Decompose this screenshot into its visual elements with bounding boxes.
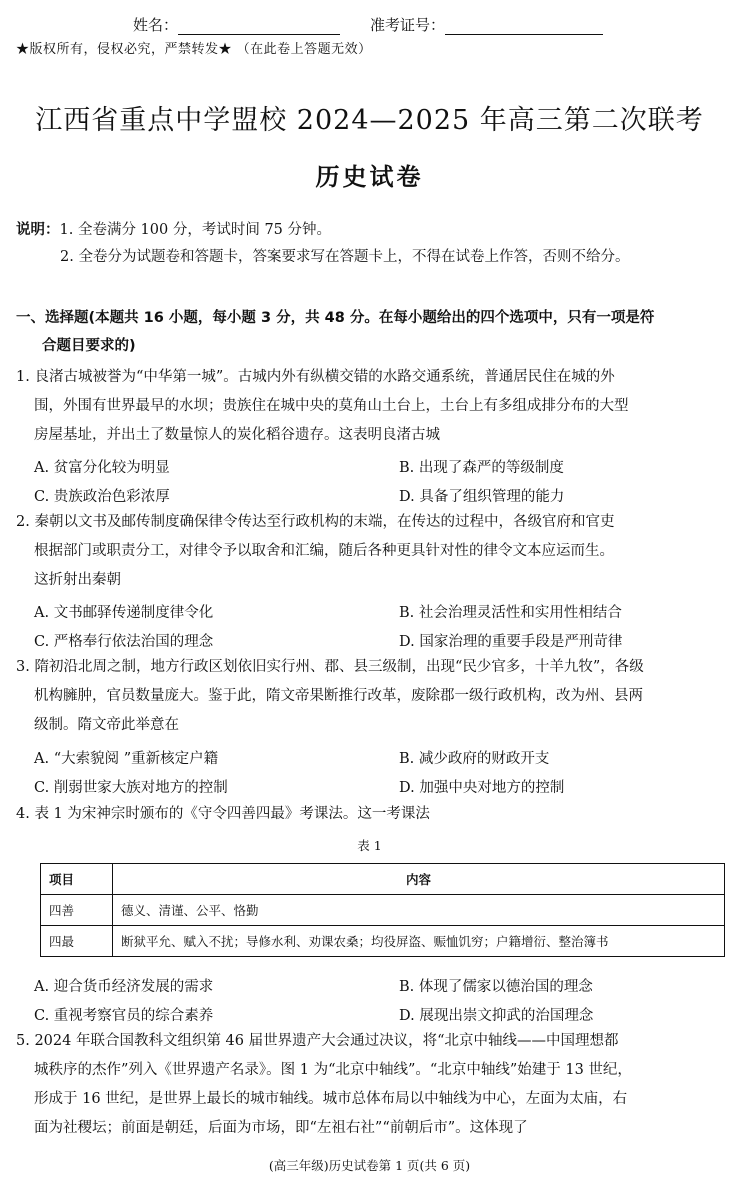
exam-id-field xyxy=(370,14,603,35)
name-label: 姓名： xyxy=(133,16,179,34)
table-header-content: 内容 xyxy=(113,864,725,895)
question-2-option-a: A. 文书邮驿传递制度律令化 xyxy=(34,605,214,621)
table-cell: 四最 xyxy=(41,926,113,957)
instruction-1 xyxy=(16,216,331,245)
question-1-line-3: 房屋基址，并出土了数量惊人的炭化稻谷遗存。这表明良渚古城 xyxy=(34,427,440,443)
question-4-option-b: B. 体现了儒家以德治国的理念 xyxy=(399,979,593,995)
instruction-2: 2. 全卷分为试题卷和答题卡，答案要求写在答题卡上，不得在试卷上作答，否则不给分。 xyxy=(60,249,630,265)
question-4-option-a: A. 迎合货币经济发展的需求 xyxy=(34,979,214,995)
question-1-line-2: 围，外围有世界最早的水坝；贵族住在城中央的莫角山土台上，土台上有多组成排分布的大型 xyxy=(34,398,629,414)
question-3-option-a: A. “大索貌阅 ”重新核定户籍 xyxy=(34,751,219,767)
table-caption: 表 1 xyxy=(357,838,382,853)
question-4-line-1: 4. 表 1 为宋神宗时颁布的《守令四善四最》考课法。这一考课法 xyxy=(16,806,430,822)
question-5-line-2: 城秩序的杰作”列入《世界遗产名录》。图 1 为“北京中轴线”。“北京中轴线”始建于 13 世纪， xyxy=(34,1062,632,1078)
question-1-option-a: A. 贫富分化较为明显 xyxy=(34,460,170,476)
name-blank xyxy=(178,17,340,35)
table-cell: 德义、清谨、公平、恪勤 xyxy=(113,895,725,926)
question-2-line-2: 根据部门或职责分工，对律令予以取舍和汇编，随后各种更具针对性的律令文本应运而生。 xyxy=(34,543,614,559)
exam-id-label: 准考证号： xyxy=(370,16,446,34)
question-4-option-c: C. 重视考察官员的综合素养 xyxy=(34,1008,214,1024)
question-3-line-3: 级制。隋文帝此举意在 xyxy=(34,717,179,733)
question-3-option-b: B. 减少政府的财政开支 xyxy=(399,751,550,767)
table-header-item: 项目 xyxy=(41,864,113,895)
question-2-option-c: C. 严格奉行依法治国的理念 xyxy=(34,634,214,650)
section-heading: 一、选择题(本题共 16 小题，每小题 3 分，共 48 分。在每小题给出的四个选项中，只有一项是符 xyxy=(16,310,655,326)
question-3-option-c: C. 削弱世家大族对地方的控制 xyxy=(34,780,228,796)
question-2-option-d: D. 国家治理的重要手段是严刑苛律 xyxy=(399,634,623,650)
table-row xyxy=(41,895,725,926)
question-3-line-2: 机构臃肿，官员数量庞大。鉴于此，隋文帝果断推行改革，废除郡一级行政机构，改为州、县两 xyxy=(34,688,643,704)
page-footer: (高三年级)历史试卷第 1 页(共 6 页) xyxy=(268,1158,471,1173)
question-2-line-3: 这折射出秦朝 xyxy=(34,572,121,588)
question-2-line-1: 2. 秦朝以文书及邮传制度确保律令传达至行政机构的末端，在传达的过程中，各级官府和官吏 xyxy=(16,514,615,530)
instruction-label: 说明： xyxy=(16,222,60,238)
table-1 xyxy=(40,863,725,957)
copyright-notice: ★版权所有，侵权必究，严禁转发★ （在此卷上答题无效） xyxy=(16,42,372,57)
table-cell: 四善 xyxy=(41,895,113,926)
instruction-text: 1. 全卷满分 100 分，考试时间 75 分钟。 xyxy=(59,222,332,238)
question-5-line-1: 5. 2024 年联合国教科文组织第 46 届世界遗产大会通过决议，将“北京中轴线——中国理想都 xyxy=(16,1033,619,1049)
question-4-option-d: D. 展现出崇文抑武的治国理念 xyxy=(399,1008,594,1024)
question-3-line-1: 3. 隋初沿北周之制，地方行政区划依旧实行州、郡、县三级制，出现“民少官多，十羊九牧”，各级 xyxy=(16,659,644,675)
table-header-row xyxy=(41,864,725,895)
exam-subtitle: 历史试卷 xyxy=(315,163,424,191)
question-1-option-d: D. 具备了组织管理的能力 xyxy=(399,489,565,505)
section-heading-cont: 合题目要求的) xyxy=(42,338,136,354)
question-5-line-4: 面为社稷坛；前面是朝廷，后面为市场，即“左祖右社”“前朝后市”。这体现了 xyxy=(34,1120,528,1136)
table-row xyxy=(41,926,725,957)
question-1-line-1: 1. 良渚古城被誉为“中华第一城”。古城内外有纵横交错的水路交通系统，普通居民住在城的外 xyxy=(16,369,615,385)
exam-title: 江西省重点中学盟校 2024—2025 年高三第二次联考 xyxy=(35,105,704,136)
exam-id-blank xyxy=(445,17,603,35)
question-1-option-b: B. 出现了森严的等级制度 xyxy=(399,460,564,476)
question-1-option-c: C. 贵族政治色彩浓厚 xyxy=(34,489,170,505)
question-3-option-d: D. 加强中央对地方的控制 xyxy=(399,780,565,796)
table-cell: 断狱平允、赋入不扰；导修水利、劝课农桑；均役屏盗、赈恤饥穷；户籍增衍、整治簿书 xyxy=(113,926,725,957)
name-field xyxy=(133,14,340,35)
question-5-line-3: 形成于 16 世纪，是世界上最长的城市轴线。城市总体布局以中轴线为中心，左面为太庙，右 xyxy=(34,1091,628,1107)
question-2-option-b: B. 社会治理灵活性和实用性相结合 xyxy=(399,605,622,621)
